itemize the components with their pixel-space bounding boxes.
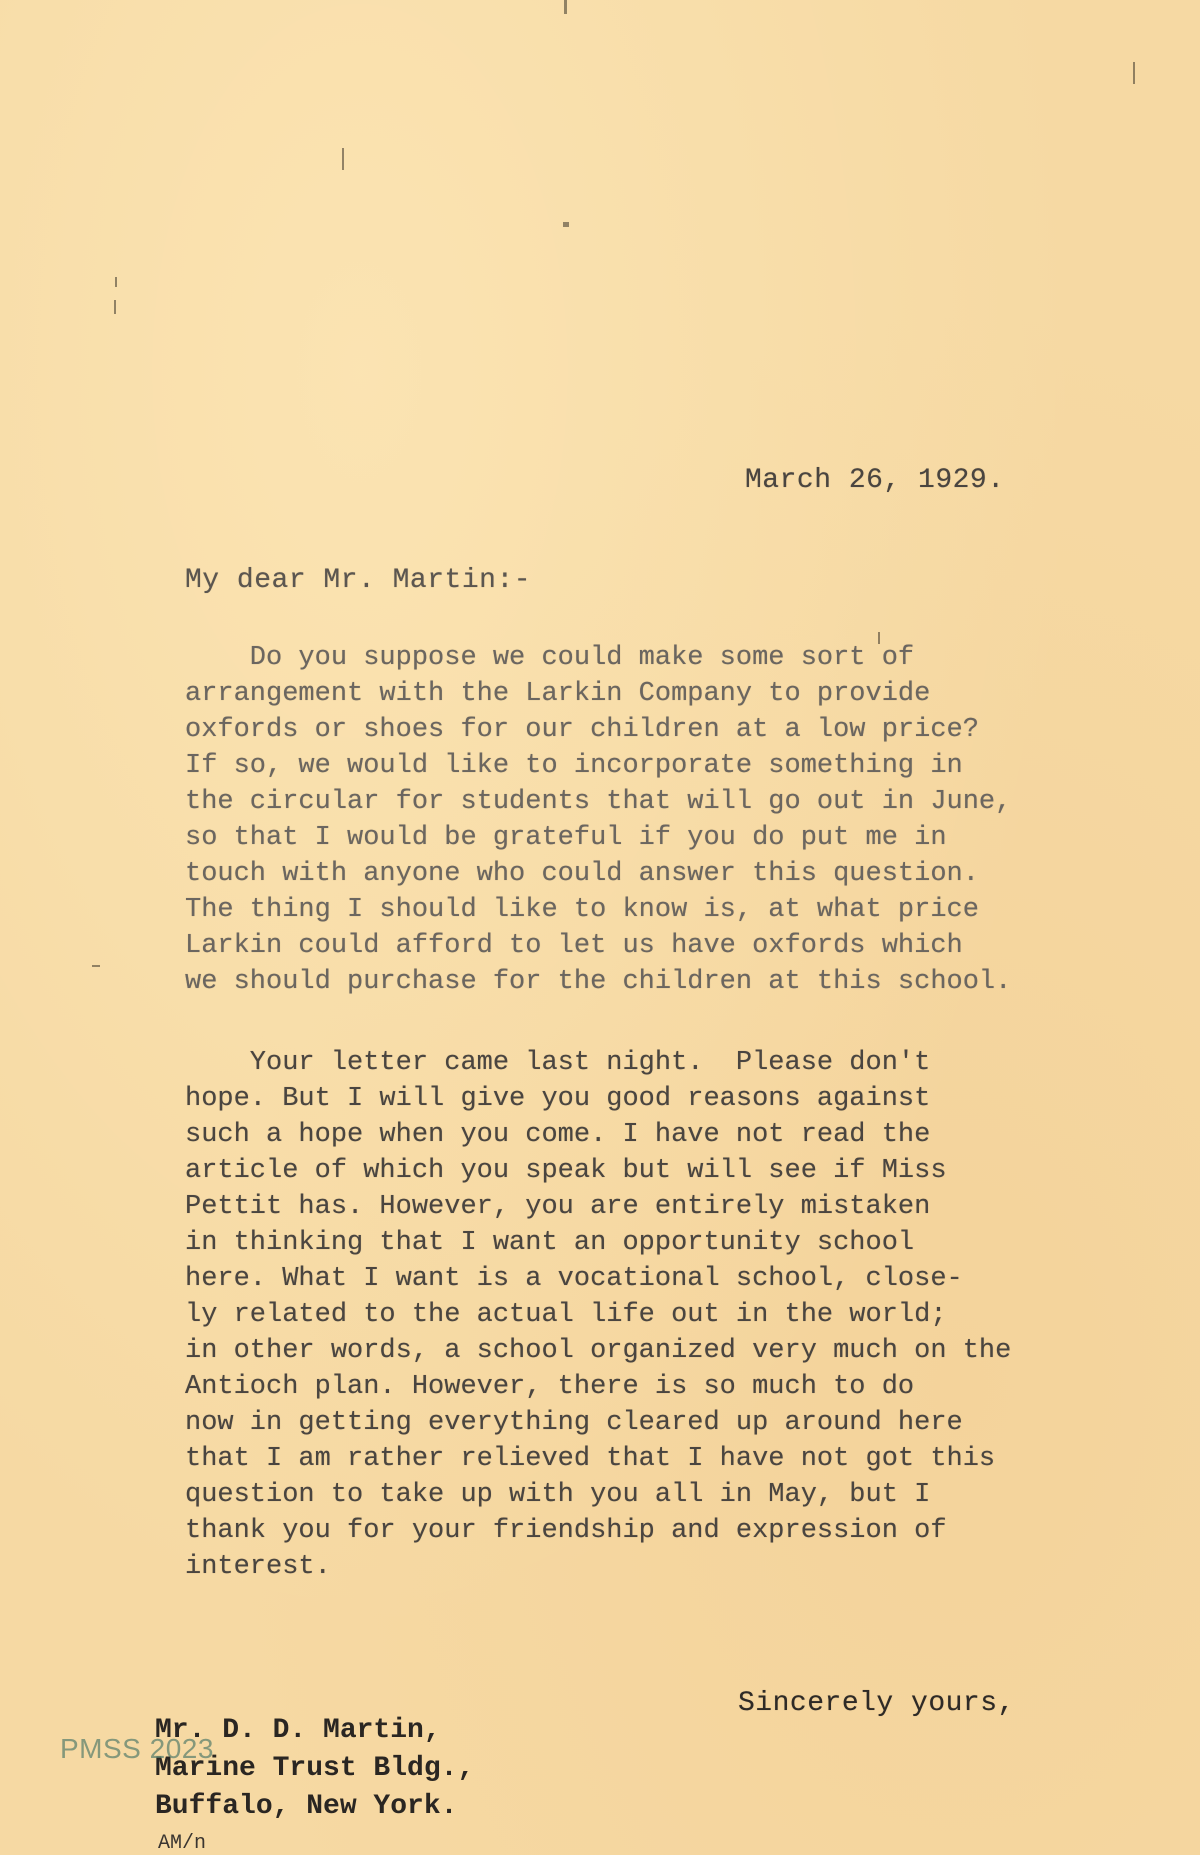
- paragraph-line: such a hope when you come. I have not read the: [185, 1120, 931, 1150]
- typist-initials: AM/n: [158, 1832, 207, 1855]
- closing: Sincerely yours,: [738, 1688, 1015, 1719]
- letter-date: March 26, 1929.: [745, 465, 1005, 496]
- paper-speck: [92, 965, 100, 967]
- paragraph-line: now in getting everything cleared up around here: [185, 1408, 963, 1438]
- paragraph-larkin-request: [185, 640, 1115, 1000]
- paper-speck: [342, 148, 344, 170]
- address-line: Mr. D. D. Martin,: [155, 1715, 441, 1746]
- salutation: My dear Mr. Martin:-: [185, 565, 532, 596]
- recipient-address: [155, 1712, 474, 1826]
- paragraph-line: hope. But I will give you good reasons against: [185, 1084, 931, 1114]
- paragraph-line: the circular for students that will go out in June,: [185, 787, 1012, 817]
- paragraph-line: ly related to the actual life out in the world;: [185, 1300, 947, 1330]
- paragraph-line: thank you for your friendship and expression of: [185, 1516, 947, 1546]
- paragraph-line: that I am rather relieved that I have not got this: [185, 1444, 996, 1474]
- address-line: Buffalo, New York.: [155, 1791, 458, 1822]
- paragraph-line: Your letter came last night. Please don't: [185, 1048, 931, 1078]
- paragraph-line: in thinking that I want an opportunity school: [185, 1228, 915, 1258]
- paper-speck: [114, 300, 116, 314]
- paragraph-school-plans: [185, 1045, 1115, 1585]
- paragraph-line: Do you suppose we could make some sort of: [185, 643, 915, 673]
- paragraph-line: question to take up with you all in May, but I: [185, 1480, 931, 1510]
- paragraph-line: Pettit has. However, you are entirely mistaken: [185, 1192, 931, 1222]
- paragraph-line: arrangement with the Larkin Company to provide: [185, 679, 931, 709]
- paragraph-line: interest.: [185, 1552, 331, 1582]
- paragraph-line: Larkin could afford to let us have oxfords which: [185, 931, 963, 961]
- paragraph-line: here. What I want is a vocational school, close-: [185, 1264, 963, 1294]
- paragraph-line: so that I would be grateful if you do put me in: [185, 823, 947, 853]
- paragraph-line: touch with anyone who could answer this question.: [185, 859, 979, 889]
- paragraph-line: article of which you speak but will see if Miss: [185, 1156, 947, 1186]
- paragraph-line: The thing I should like to know is, at what price: [185, 895, 979, 925]
- paper-speck: [1133, 62, 1135, 84]
- archive-watermark: PMSS 2023: [60, 1733, 214, 1764]
- paper-speck: [564, 0, 567, 14]
- paragraph-line: we should purchase for the children at this school.: [185, 967, 1012, 997]
- paragraph-line: oxfords or shoes for our children at a low price?: [185, 715, 979, 745]
- paper-speck: [115, 277, 117, 287]
- paragraph-line: in other words, a school organized very much on the: [185, 1336, 1012, 1366]
- address-line: Marine Trust Bldg.,: [155, 1753, 475, 1784]
- paragraph-line: Antioch plan. However, there is so much to do: [185, 1372, 915, 1402]
- paragraph-line: If so, we would like to incorporate something in: [185, 751, 963, 781]
- paper-speck: [563, 222, 569, 227]
